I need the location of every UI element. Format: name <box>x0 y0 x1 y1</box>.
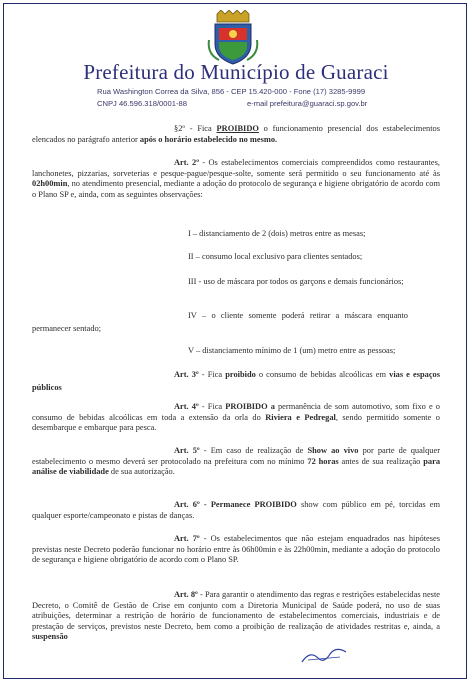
art5-tail: de sua autorização. <box>108 467 175 477</box>
art2-item-4: IV – o cliente somente poderá retirar a máscara enquanto permanecer sentado; <box>32 311 408 333</box>
paragraph-art6 <box>32 500 440 521</box>
art8-body: - Para garantir o atendimento das regras e restrições estabelecidas neste Decreto, o Comitê de Gestão de Crise em conjunto com a Diretoria Municipal de Saúde poderá, no uso de suas atribuições, determinar a restrição de horário de funcionamento de estabelecimentos comerciais, industriais e de prestação de serviços, previstos neste Decreto, bem como a proibição de realização de atividades restritas e, ainda, a <box>32 590 440 631</box>
art2-item-3: III - uso de máscara por todos os garçons e demais funcionários; <box>188 277 404 286</box>
paragraph-art8 <box>32 590 440 643</box>
paragraph-art7 <box>32 534 440 566</box>
art4-number: Art. 4º <box>174 402 199 411</box>
sec2-body: o funcionamento presencial dos estabelecimentos elencados no parágrafo anterior <box>32 124 440 144</box>
paragraph-art3 <box>32 368 440 394</box>
municipal-crest-icon <box>207 10 259 66</box>
signature-mark <box>300 644 350 666</box>
art2-hour: 02h00min <box>32 179 68 189</box>
art4-prohibited: PROIBIDO a <box>225 402 275 411</box>
org-name: Prefeitura do Município de Guaraci <box>83 60 389 84</box>
art7-body: - Os estabelecimentos que não estejam enquadrados nas hipóteses previstas neste Decreto poderão funcionar no horário entre às 06h00min e às 22h00min, mediante a adoção do protocolo de segurança e higiene obrigatório de acordo com o Plano SP. <box>32 534 440 565</box>
page-border <box>3 3 467 679</box>
header-email: e-mail prefeitura@guaraci.sp.gov.br <box>247 99 368 108</box>
art5-analysis: para análise de viabilidade <box>32 456 440 477</box>
art3-prohibited: proibido <box>225 370 256 379</box>
art2-item-5: V – distanciamento mínimo de 1 (um) metro entre as pessoas; <box>188 346 396 355</box>
art3-public-spaces: vias e espaços públicos <box>32 370 440 392</box>
art5-body-2: por parte de qualquer estabelecimento o mesmo deverá ser protocolado na prefeitura com no mínimo <box>32 446 440 466</box>
art4-riviera: Riviera e Pedregal <box>265 412 336 422</box>
art3-body: o consumo de bebidas alcoólicas em <box>255 370 390 379</box>
header-cnpj: CNPJ 46.596.318/0001-88 <box>97 99 187 108</box>
paragraph-art2 <box>32 158 440 200</box>
art4-body: permanência de som automotivo, som fixo e o consumo de bebidas alcoólicas em toda a extensão da orla do <box>32 402 440 422</box>
art8-number: Art. 8º <box>174 590 198 599</box>
art6-number: Art. 6º <box>174 500 200 509</box>
art4-fica: - Fica <box>198 402 226 411</box>
art2-item-1: I – distanciamento de 2 (dois) metros entre as mesas; <box>188 229 366 238</box>
art5-number: Art. 5º <box>174 446 200 455</box>
paragraph-art5 <box>32 446 440 478</box>
sec2-lead: §2º - Fica <box>174 124 217 133</box>
art3-fica: - Fica <box>198 370 226 379</box>
art3-number: Art. 3º <box>174 370 199 379</box>
art2-number: Art. 2º <box>174 158 199 167</box>
art4-tail: , sendo permitido somente o desembarque e embarque para pesca. <box>32 412 440 433</box>
art2-body-1: - Os estabelecimentos comerciais compreendidos como restaurantes, lanchonetes, pizzarias, sorveterias e pesque-pague/pesque-solte, somente será permitido o seu funcionamento até às <box>32 158 441 178</box>
header-address: Rua Washington Correa da Silva, 856 - CEP 15.420-000 - Fone (17) 3285-9999 <box>97 87 366 96</box>
art6-prohibited: - Permanece PROIBIDO <box>199 500 297 509</box>
art2-item-2: II – consumo local exclusivo para clientes sentados; <box>188 252 363 261</box>
art6-body: show com público em pé, torcidas em qualquer esporte/campeonato e pistas de danças. <box>32 500 440 520</box>
art5-72h: 72 horas <box>307 456 339 466</box>
art2-body-2: , no atendimento presencial, mediante a adoção do protocolo de segurança e higiene obrigatório de acordo com o Plano SP e, ainda, com as seguintes observações: <box>32 179 440 199</box>
art7-number: Art. 7º <box>174 534 200 543</box>
art5-show: Show ao vivo <box>307 446 359 455</box>
paragraph-sec2 <box>32 124 440 145</box>
sec2-after-hours: após o horário estabelecido no mesmo. <box>139 134 278 144</box>
art8-suspension: suspensão <box>32 632 68 642</box>
paragraph-art4 <box>32 402 440 434</box>
art5-body-3: antes de sua realização <box>338 456 424 466</box>
art5-body-1: - Em caso de realização de <box>199 446 308 455</box>
sec2-prohibited: PROIBIDO <box>216 124 259 133</box>
